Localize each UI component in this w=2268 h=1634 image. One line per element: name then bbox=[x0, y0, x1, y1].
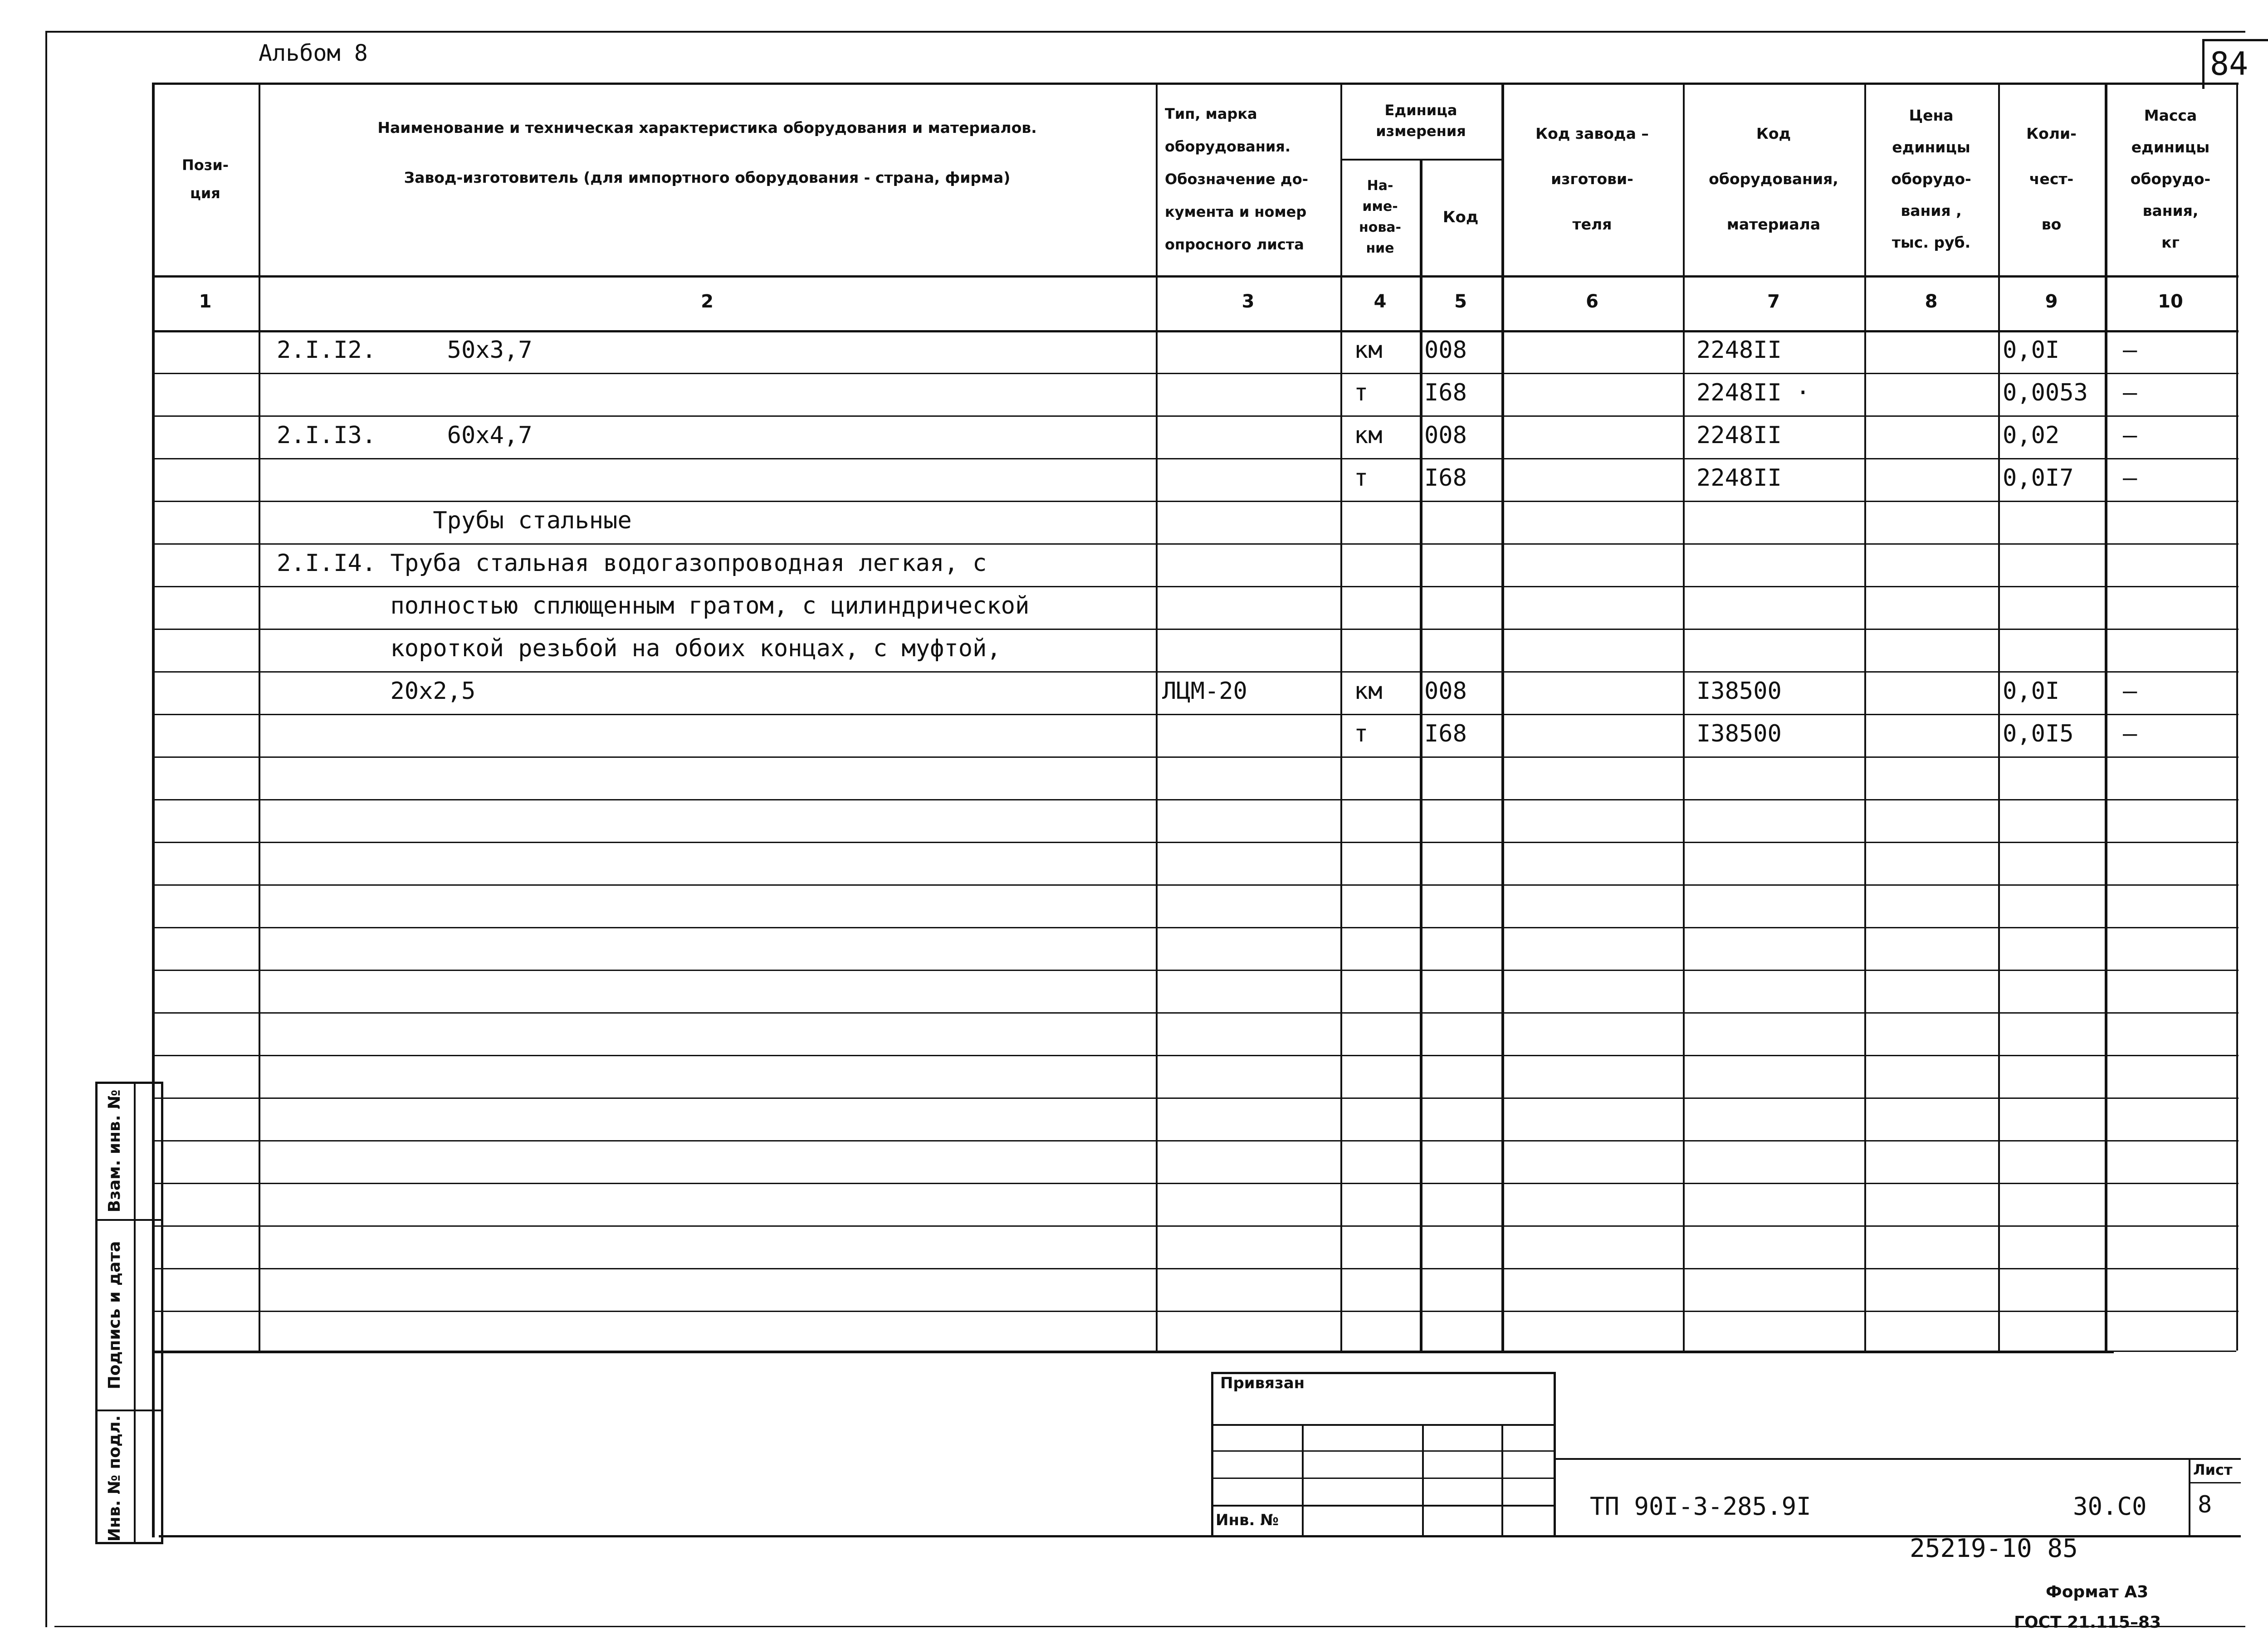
body-row-line-17 bbox=[152, 1097, 2239, 1099]
attached-row-line-3 bbox=[1211, 1478, 1556, 1479]
table-row-10-mass: – bbox=[2123, 720, 2137, 747]
header-mass: Масса единицы оборудо- вания, кг bbox=[2130, 106, 2211, 251]
table-row-9-code: 008 bbox=[1424, 678, 1467, 705]
table-row-4-quantity: 0,0I7 bbox=[2003, 464, 2074, 492]
table-row-4-code: I68 bbox=[1424, 464, 1467, 492]
body-row-line-10 bbox=[152, 799, 2239, 800]
column-number-3: 3 bbox=[1242, 291, 1255, 312]
table-row-9-unit: км bbox=[1354, 678, 1383, 705]
body-row-line-7 bbox=[152, 671, 2239, 673]
table-row-4-equipment-code: 2248II bbox=[1696, 464, 1782, 492]
body-row-line-11 bbox=[152, 842, 2239, 843]
header-type: Тип, марка оборудования. Обозначение до- кумента и номер опросного листа bbox=[1165, 105, 1308, 253]
body-row-line-16 bbox=[152, 1055, 2239, 1056]
album-label: Альбом 8 bbox=[259, 40, 368, 66]
sheet-label: Лист bbox=[2193, 1461, 2233, 1478]
column-number-10: 10 bbox=[2158, 291, 2183, 312]
body-row-line-6 bbox=[152, 629, 2239, 630]
header-equipment-code: Код оборудования, материала bbox=[1709, 124, 1838, 233]
archive-number: 25219-10 85 bbox=[1910, 1534, 2078, 1563]
side-stamp-signature-date: Подпись и дата bbox=[105, 1241, 124, 1390]
column-line-4 bbox=[1420, 159, 1422, 1351]
body-row-line-14 bbox=[152, 970, 2239, 971]
table-row-3-equipment-code: 2248II bbox=[1696, 422, 1782, 449]
header-quantity: Коли- чест- во bbox=[2026, 124, 2077, 233]
column-number-4: 4 bbox=[1374, 291, 1387, 312]
table-row-3-quantity: 0,02 bbox=[2003, 422, 2060, 449]
column-number-9: 9 bbox=[2045, 291, 2058, 312]
sheet-number: 8 bbox=[2198, 1491, 2212, 1518]
table-row-9-name: 20x2,5 bbox=[277, 678, 476, 705]
body-row-line-18 bbox=[152, 1140, 2239, 1141]
attached-row-line-4 bbox=[1211, 1505, 1556, 1507]
column-number-5: 5 bbox=[1454, 291, 1467, 312]
body-row-line-22 bbox=[152, 1311, 2239, 1312]
body-row-line-9 bbox=[152, 756, 2239, 758]
body-row-line-8 bbox=[152, 714, 2239, 715]
table-row-3-name: 2.I.I3. 60x4,7 bbox=[277, 422, 533, 449]
table-row-3-unit: км bbox=[1354, 422, 1383, 449]
table-row-3-mass: – bbox=[2123, 422, 2137, 449]
body-row-line-2 bbox=[152, 458, 2239, 459]
table-row-7-name: полностью сплющенным гратом, с цилиндрической bbox=[277, 592, 1030, 619]
body-row-line-0 bbox=[152, 373, 2239, 374]
table-row-9-mass: – bbox=[2123, 678, 2137, 705]
header-unit: Единица измерения bbox=[1376, 102, 1466, 140]
sheet-box-mid bbox=[2189, 1482, 2241, 1483]
body-row-line-19 bbox=[152, 1183, 2239, 1184]
table-row-4-mass: – bbox=[2123, 464, 2137, 492]
table-row-1-mass: – bbox=[2123, 337, 2137, 364]
number-row-bottom-border bbox=[152, 330, 2239, 332]
attached-row-line-1 bbox=[1211, 1424, 1556, 1426]
column-line-10 bbox=[2236, 83, 2238, 1351]
table-row-10-code: I68 bbox=[1424, 720, 1467, 747]
table-row-8-name: короткой резьбой на обоих концах, с муфтой, bbox=[277, 635, 1001, 662]
sheet-code: 30.С0 bbox=[2073, 1492, 2147, 1521]
table-row-6-name: 2.I.I4. Труба стальная водогазопроводная легкая, с bbox=[277, 550, 987, 577]
table-row-10-unit: т bbox=[1354, 720, 1369, 747]
table-row-1-equipment-code: 2248II bbox=[1696, 337, 1782, 364]
document-code: ТП 90I-3-285.9I bbox=[1590, 1492, 1811, 1521]
table-row-9-type: ЛЦМ-20 bbox=[1162, 678, 1247, 705]
column-number-7: 7 bbox=[1767, 291, 1780, 312]
table-row-10-quantity: 0,0I5 bbox=[2003, 720, 2074, 747]
table-row-2-mass: – bbox=[2123, 379, 2137, 406]
header-name: Наименование и техническая характеристика оборудования и материалов. Завод-изготовитель (для импортного оборудования - страна, фирма) bbox=[377, 119, 1037, 186]
header-unit-name: На- име- нова- ние bbox=[1359, 178, 1402, 256]
table-row-2-equipment-code: 2248II · bbox=[1696, 379, 1810, 406]
table-row-1-name: 2.I.I2. 50x3,7 bbox=[277, 337, 533, 364]
sheet-box-left bbox=[2189, 1458, 2190, 1537]
side-stamp-divider bbox=[134, 1082, 136, 1544]
body-row-line-12 bbox=[152, 884, 2239, 886]
table-row-10-equipment-code: I38500 bbox=[1696, 720, 1782, 747]
body-row-line-21 bbox=[152, 1268, 2239, 1269]
attached-col-line-3 bbox=[1501, 1424, 1503, 1537]
side-stamp-replacement-inv: Взам. инв. № bbox=[105, 1089, 124, 1213]
header-unit-price: Цена единицы оборудо- вания , тыс. руб. bbox=[1891, 106, 1971, 251]
format-label: Формат А3 bbox=[2046, 1583, 2149, 1601]
table-row-1-code: 008 bbox=[1424, 337, 1467, 364]
body-row-line-5 bbox=[152, 586, 2239, 587]
body-row-line-1 bbox=[152, 415, 2239, 417]
table-row-9-quantity: 0,0I bbox=[2003, 678, 2060, 705]
table-row-1-unit: км bbox=[1354, 337, 1383, 364]
body-row-line-13 bbox=[152, 927, 2239, 928]
side-stamp-original-inv: Инв. № подл. bbox=[105, 1415, 124, 1542]
body-row-line-20 bbox=[152, 1225, 2239, 1227]
attached-col-line-2 bbox=[1422, 1424, 1424, 1537]
sheet-corner-number: 84 bbox=[2210, 45, 2248, 83]
body-bottom-border bbox=[152, 1351, 2114, 1353]
inv-no-label: Инв. № bbox=[1216, 1511, 1279, 1529]
header-bottom-border bbox=[152, 275, 2239, 278]
column-line-1 bbox=[259, 83, 260, 1351]
attached-row-line-2 bbox=[1211, 1450, 1556, 1452]
column-number-1: 1 bbox=[199, 291, 212, 312]
header-position: Пози- ция bbox=[181, 156, 229, 202]
body-row-line-4 bbox=[152, 543, 2239, 545]
table-row-2-unit: т bbox=[1354, 379, 1369, 406]
table-row-1-quantity: 0,0I bbox=[2003, 337, 2060, 364]
column-number-8: 8 bbox=[1925, 291, 1938, 312]
table-row-2-quantity: 0,0053 bbox=[2003, 379, 2088, 406]
column-number-2: 2 bbox=[701, 291, 714, 312]
table-row-5-name: Трубы стальные bbox=[277, 507, 632, 534]
table-row-2-code: I68 bbox=[1424, 379, 1467, 406]
gost-label: ГОСТ 21.115–83 bbox=[2014, 1613, 2161, 1629]
body-row-line-15 bbox=[152, 1012, 2239, 1014]
header-plant-code: Код завода – изготови- теля bbox=[1535, 124, 1649, 233]
title-block-top bbox=[1556, 1458, 2241, 1460]
side-stamp-sep-1 bbox=[95, 1219, 163, 1221]
body-row-line-3 bbox=[152, 501, 2239, 502]
column-number-6: 6 bbox=[1586, 291, 1598, 312]
header-unit-code: Код bbox=[1442, 208, 1479, 226]
attached-label: Привязан bbox=[1220, 1374, 1305, 1392]
body-bottom-extension bbox=[2114, 1351, 2236, 1352]
table-row-9-equipment-code: I38500 bbox=[1696, 678, 1782, 705]
table-row-4-unit: т bbox=[1354, 464, 1369, 492]
table-row-3-code: 008 bbox=[1424, 422, 1467, 449]
attached-col-line-1 bbox=[1302, 1424, 1304, 1537]
